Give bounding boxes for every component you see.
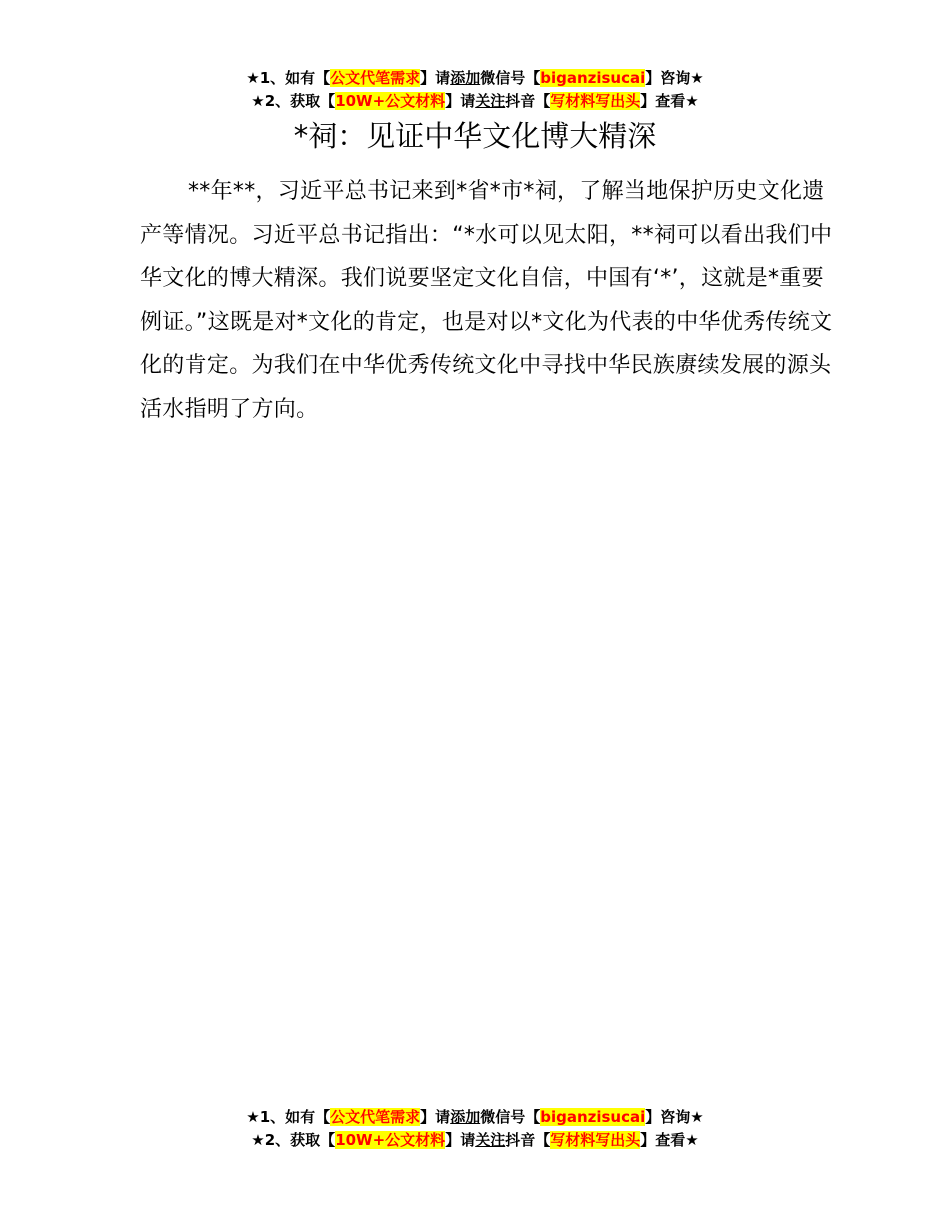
banner-line2-mid1: 】请 <box>445 92 476 110</box>
header-banner <box>0 67 950 113</box>
banner-line1-mid2: 微信号【 <box>480 69 541 87</box>
banner-line1-prefix: ★1、如有【 <box>246 69 331 87</box>
banner-line2-highlight-materials: 10W+公文材料 <box>335 1131 446 1149</box>
banner-line2-suffix: 】查看★ <box>640 92 699 110</box>
banner-line1-prefix: ★1、如有【 <box>246 1108 331 1126</box>
banner-line2-highlight-materials: 10W+公文材料 <box>335 92 446 110</box>
banner-line-1 <box>0 1106 950 1129</box>
banner-line1-highlight-service: 公文代笔需求 <box>330 69 421 87</box>
banner-line-2 <box>0 1129 950 1152</box>
banner-line2-prefix: ★2、获取【 <box>251 1131 336 1149</box>
banner-line-1 <box>0 67 950 90</box>
banner-line2-mid2: 抖音【 <box>505 1131 551 1149</box>
banner-line1-mid2: 微信号【 <box>480 1108 541 1126</box>
banner-line2-highlight-douyin: 写材料写出头 <box>550 1131 641 1149</box>
banner-line2-mid2: 抖音【 <box>505 92 551 110</box>
document-paragraph: **年**，习近平总书记来到*省*市*祠，了解当地保护历史文化遗产等情况。习近平总书记指出：“*水可以见太阳，**祠可以看出我们中华文化的博大精深。我们说要坚定文化自信，中国有‘*’，这就是*重要例证。”这既是对*文化的肯定，也是对以*文化为代表的中华优秀传统文化的肯定。为我们在中华优秀传统文化中寻找中华民族赓续发展的源头活水指明了方向。 <box>140 179 833 422</box>
banner-line2-underlined: 关注 <box>475 1131 506 1149</box>
banner-line1-suffix: 】咨询★ <box>645 1108 704 1126</box>
banner-line1-underlined: 添加 <box>450 1108 481 1126</box>
document-title: *祠：见证中华文化博大精深 <box>293 119 657 153</box>
banner-line-2 <box>0 90 950 113</box>
footer-banner <box>0 1106 950 1152</box>
banner-line1-mid1: 】请 <box>420 69 451 87</box>
banner-line2-prefix: ★2、获取【 <box>251 92 336 110</box>
banner-line1-suffix: 】咨询★ <box>645 69 704 87</box>
banner-line1-highlight-wechat: biganzisucai <box>540 1108 646 1126</box>
banner-line1-highlight-wechat: biganzisucai <box>540 69 646 87</box>
banner-line2-suffix: 】查看★ <box>640 1131 699 1149</box>
banner-line1-highlight-service: 公文代笔需求 <box>330 1108 421 1126</box>
banner-line1-underlined: 添加 <box>450 69 481 87</box>
banner-line1-mid1: 】请 <box>420 1108 451 1126</box>
banner-line2-highlight-douyin: 写材料写出头 <box>550 92 641 110</box>
banner-line2-mid1: 】请 <box>445 1131 476 1149</box>
banner-line2-underlined: 关注 <box>475 92 506 110</box>
